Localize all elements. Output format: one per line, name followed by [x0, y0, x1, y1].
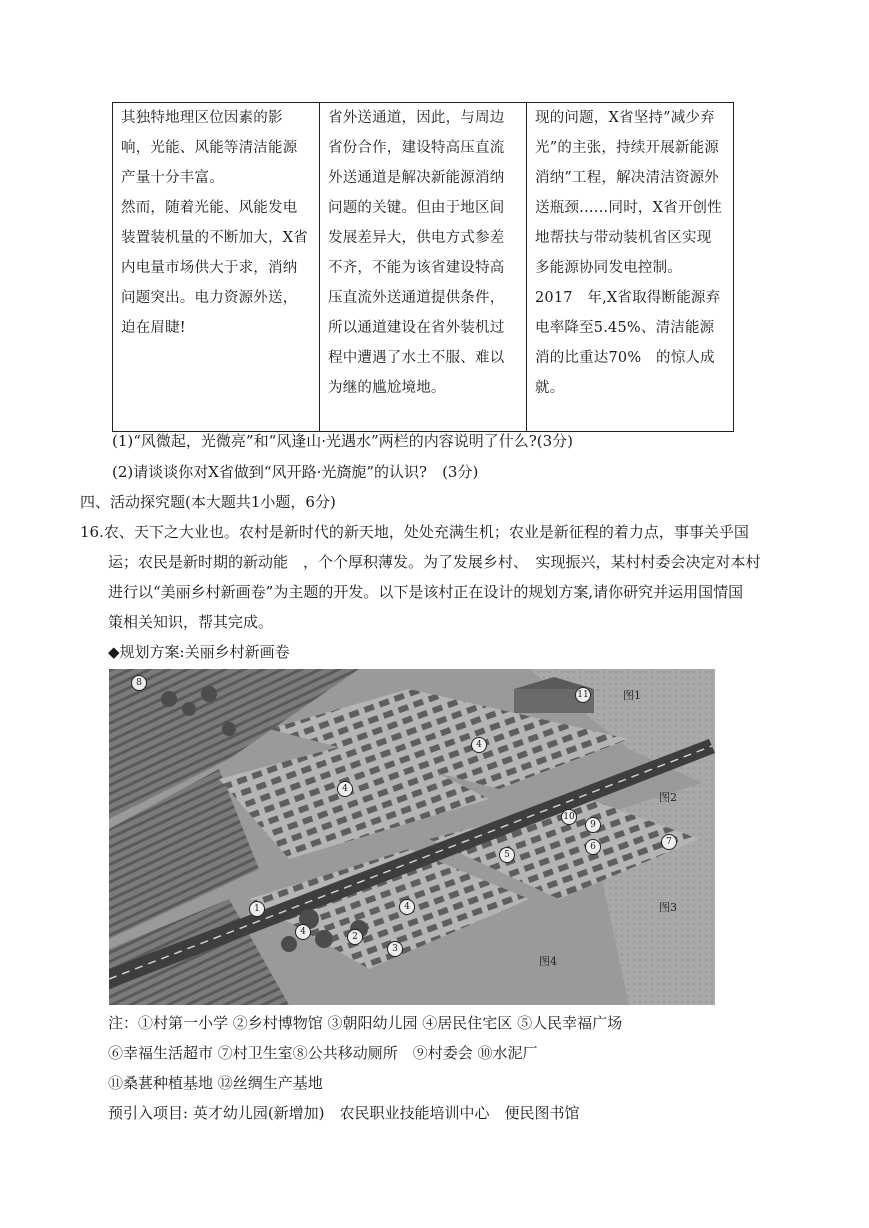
map-marker: 7	[661, 834, 677, 850]
planned-projects: 预引入项目: 英才幼儿园(新增加) 农民职业技能培训中心 便民图书馆	[108, 1104, 580, 1122]
map-marker: 11	[575, 687, 591, 703]
q16-line-2: 运；农民是新时期的新动能 ，个个厚积薄发。为了发展乡村、 实现振兴，某村村委会决定对本村	[108, 553, 761, 571]
table-cell-text: 然而，随着光能、风能发电装置装机量的不断加大，X省内电量市场供大于求，消纳问题突出。电力资源外送，迫在眉睫!	[121, 200, 308, 336]
village-plan-map	[109, 669, 715, 1005]
map-marker: 4	[471, 737, 487, 753]
table-cell-text: 省外送通道，因此，与周边省份合作，建设特高压直流外送通道是解决新能源消纳问题的关键。但由于地区间发展差异大，供电方式参差不齐，不能为该省建设特高压直流外送通道提供条件，所以通道建设在省外装机过程中遭遇了水土不服、难以为继的尴尬境地。	[328, 110, 505, 396]
question-2: (2)请谈谈你对X省做到“风开路·光旖旎”的认识? (3分)	[112, 463, 479, 481]
section-title: 四、活动探究题(本大题共1小题，6分)	[80, 493, 336, 511]
q16-line-1: 16.农、天下之大业也。农村是新时代的新天地，处处充满生机；农业是新征程的着力点，事事关乎国	[80, 523, 749, 541]
map-marker: 9	[585, 817, 601, 833]
map-marker: 3	[387, 941, 403, 957]
map-area-label: 图1	[623, 689, 641, 702]
map-marker: 1	[249, 901, 265, 917]
village-plan-illustration	[109, 669, 715, 1005]
map-legend-line-1: 注：①村第一小学 ②乡村博物馆 ③朝阳幼儿园 ④居民住宅区 ⑤人民幸福广场	[108, 1014, 623, 1032]
map-marker: 4	[295, 924, 311, 940]
q16-line-3: 进行以“美丽乡村新画卷”为主题的开发。以下是该村正在设计的规划方案,请你研究并运用国情国	[108, 583, 744, 601]
map-legend-line-3: ⑪桑葚种植基地 ⑫丝绸生产基地	[108, 1074, 323, 1092]
question-1: (1)“风微起，光微亮”和“风逢山·光遇水”两栏的内容说明了什么?(3分)	[112, 432, 573, 450]
map-marker: 4	[399, 899, 415, 915]
table-cell-text: 现的问题，X省坚持”减少弃光”的主张，持续开展新能源消纳”工程，解决清洁资源外送瓶颈……同时，X省开创性地帮扶与带动装机省区实现多能源协同发电控制。	[535, 110, 722, 276]
table-column-2	[320, 103, 527, 431]
map-legend-line-2: ⑥幸福生活超市 ⑦村卫生室⑧公共移动厕所 ⑨村委会 ⑩水泥厂	[108, 1044, 538, 1062]
table-column-1	[113, 103, 320, 431]
map-marker: 6	[585, 839, 601, 855]
map-marker: 8	[131, 675, 147, 691]
table-column-3	[527, 103, 733, 431]
map-area-label: 图4	[539, 955, 557, 968]
map-area-label: 图2	[659, 791, 677, 804]
q16-line-4: 策相关知识，帮其完成。	[108, 613, 274, 631]
table-cell-text: 2017 年,X省取得断能源弃电率降至5.45%、清洁能源消的比重达70% 的惊人成就。	[535, 290, 721, 396]
map-marker: 2	[347, 929, 363, 945]
map-area-label: 图3	[659, 901, 677, 914]
map-marker: 10	[561, 809, 577, 825]
map-marker: 5	[499, 847, 515, 863]
table-cell-text: 其独特地理区位因素的影响，光能、风能等清洁能源产量十分丰富。	[121, 110, 298, 186]
info-table	[112, 102, 734, 432]
map-marker: 4	[337, 781, 353, 797]
plan-title: ◆规划方案:关丽乡村新画卷	[108, 643, 290, 661]
